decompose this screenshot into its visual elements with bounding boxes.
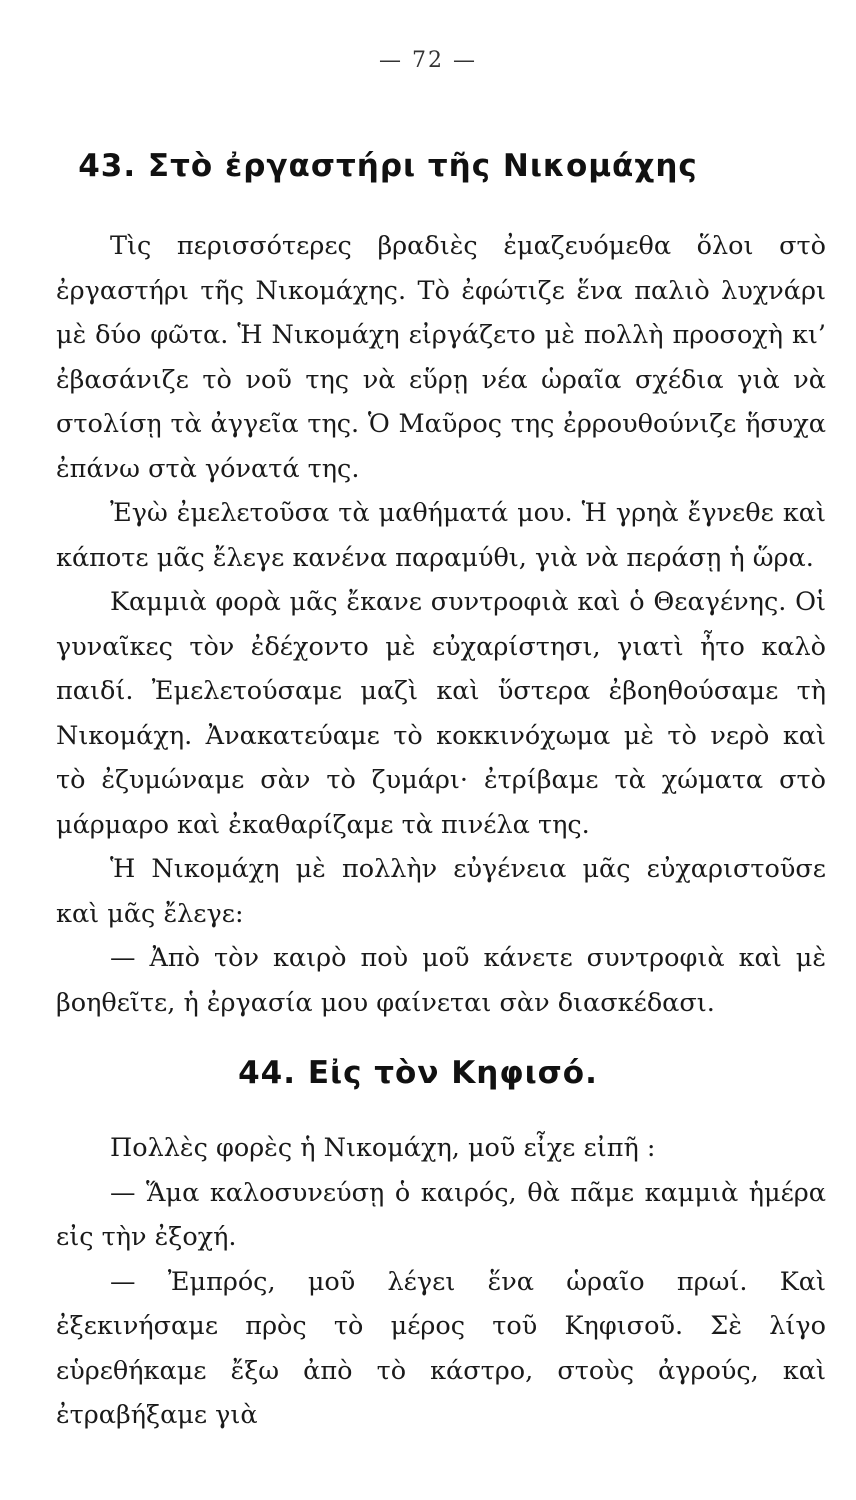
paragraph: Τὶς περισσότερες βραδιὲς ἐμαζευόμεθα ὅλοι στὸ ἐργαστήρι τῆς Νικομάχης. Τὸ ἐφώτιζε ἕνα παλιὸ λυχνάρι μὲ δύο φῶτα. Ἡ Νικομάχη εἰργάζετο μὲ πολλὴ προσοχὴ κι’ ἐβασάνιζε τὸ νοῦ της νὰ εὕρῃ νέα ὡραῖα σχέδια γιὰ νὰ στολίσῃ τὰ ἀγγεῖα της. Ὁ Μαῦρος της ἐρρουθούνιζε ἥσυχα ἐπάνω στὰ γόνατά της. — [56, 231, 826, 484]
paragraph: Ἡ Νικομάχη μὲ πολλὴν εὐγένεια μᾶς εὐχαριστοῦσε καὶ μᾶς ἔλεγε: — [56, 854, 826, 929]
paragraph: Ἐγὼ ἐμελετοῦσα τὰ μαθήματά μου. Ἡ γρηὰ ἔγνεθε καὶ κάποτε μᾶς ἔλεγε κανένα παραμύθι, γιὰ νὰ περάσῃ ἡ ὥρα. — [56, 498, 826, 573]
dialogue-paragraph: — Ἀπὸ τὸν καιρὸ ποὺ μοῦ κάνετε συντροφιὰ καὶ μὲ βοηθεῖτε, ἡ ἐργασία μου φαίνεται σὰν διασκέδασι. — [56, 943, 826, 1018]
paragraph: Καμμιὰ φορὰ μᾶς ἔκανε συντροφιὰ καὶ ὁ Θεαγένης. Οἱ γυναῖκες τὸν ἐδέχοντο μὲ εὐχαρίστησι, γιατὶ ἦτο καλὸ παιδί. Ἐμελετούσαμε μαζὶ καὶ ὕστερα ἐβοηθούσαμε τὴ Νικομάχη. Ἀνακατεύαμε τὸ κοκκινόχωμα μὲ τὸ νερὸ καὶ τὸ ἐζυμώναμε σὰν τὸ ζυμάρι· ἐτρίβαμε τὰ χώματα στὸ μάρμαρο καὶ ἐκαθαρίζαμε τὰ πινέλα της. — [56, 587, 826, 840]
section-43-body — [56, 224, 826, 1025]
section-44-title: 44. Εἰς τὸν Κηφισό. — [238, 1055, 598, 1091]
paragraph: Πολλὲς φορὲς ἡ Νικομάχη, μοῦ εἶχε εἰπῆ : — [110, 1133, 656, 1163]
dialogue-paragraph: — Ἐμπρός, μοῦ λέγει ἕνα ὡραῖο πρωί. Καὶ ἐξεκινήσαμε πρὸς τὸ μέρος τοῦ Κηφισοῦ. Σὲ λίγο εὑρεθήκαμε ἔξω ἀπὸ τὸ κάστρο, στοὺς ἀγρούς, καὶ ἐτραβήξαμε γιὰ — [56, 1266, 826, 1430]
page-number: — 72 — — [379, 48, 477, 73]
section-44-body — [56, 1126, 826, 1438]
section-43-title: 43. Στὸ ἐργαστήρι τῆς Νικομάχης — [78, 148, 698, 184]
dialogue-paragraph: — Ἅμα καλοσυνεύσῃ ὁ καιρός, θὰ πᾶμε καμμιὰ ἡμέρα εἰς τὴν ἐξοχή. — [56, 1177, 826, 1252]
